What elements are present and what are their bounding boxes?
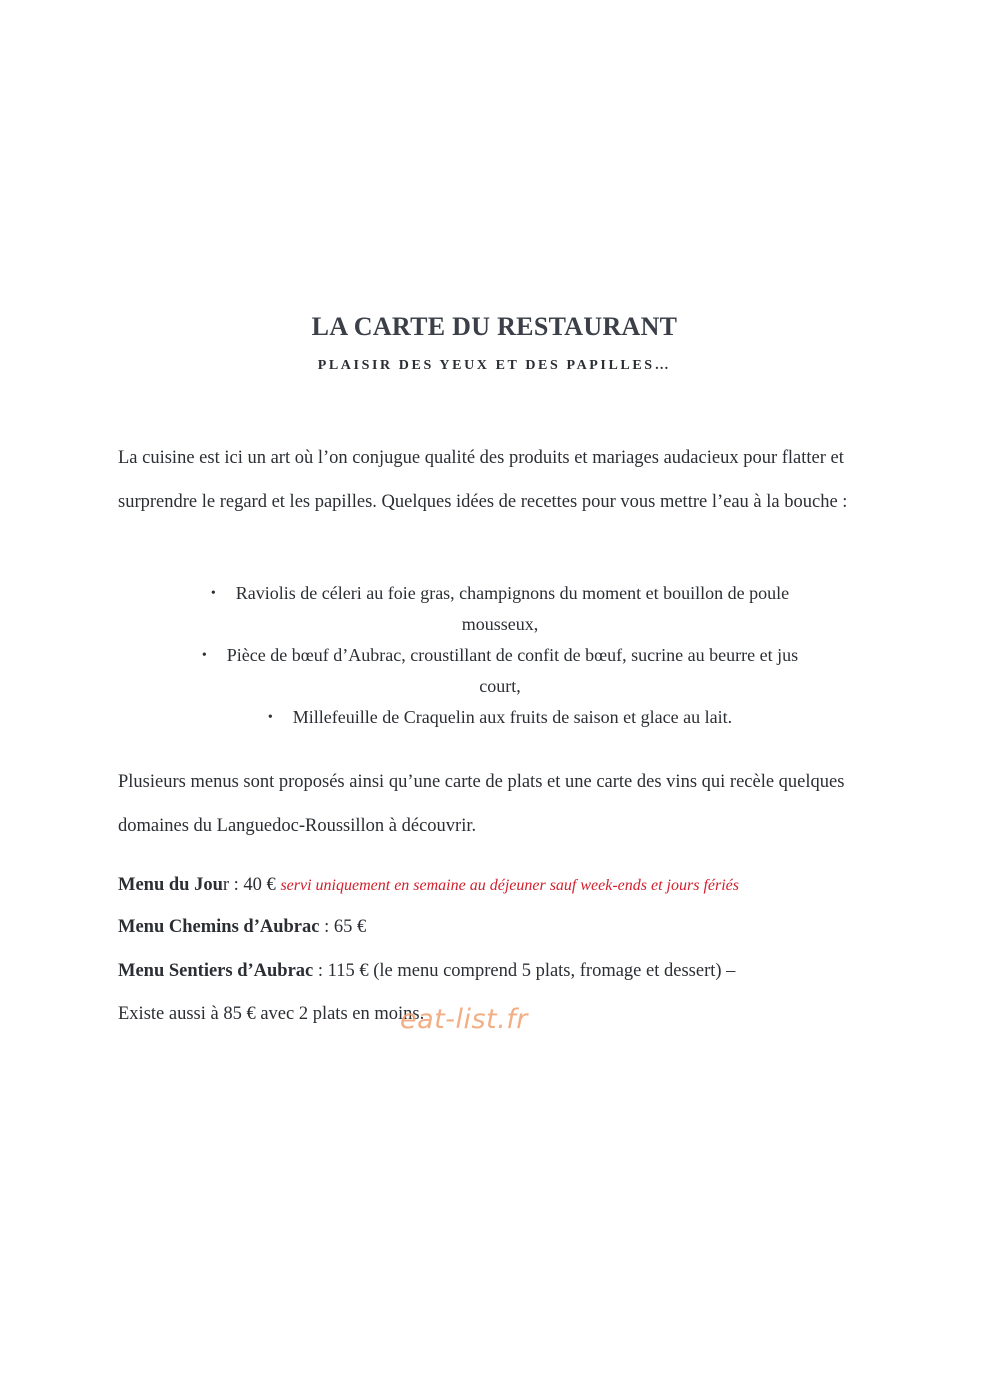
dish-text-continued: mousseux, (461, 614, 539, 634)
watermark-logo: eat-list.fr (400, 1004, 528, 1035)
dish-list (140, 578, 860, 733)
intro-paragraph: La cuisine est ici un art où l’on conjugue qualité des produits et mariages audacieux pour flatter et surprendre le regard et les papilles. Quelques idées de recettes pour vous mettre l’eau à la bouche : (118, 448, 848, 512)
menu-name: Menu Sentiers d’Aubrac (118, 961, 314, 981)
list-item (140, 702, 860, 733)
page-subtitle: PLAISIR DES YEUX ET DES PAPILLES… (317, 358, 672, 373)
list-item (140, 640, 860, 702)
dish-text-continued: court, (479, 676, 521, 696)
bullet-icon: • (201, 648, 207, 663)
page-title: LA CARTE DU RESTAURANT (311, 312, 678, 341)
menu-price: : 115 € (le menu comprend 5 plats, fromage et dessert) – (313, 961, 736, 981)
menu-sentiers-extra: Existe aussi à 85 € avec 2 plats en moins. (118, 1004, 425, 1024)
menu-name: Menu du Jou (118, 875, 223, 895)
menu-price: : 65 € (319, 917, 367, 937)
dish-text: Raviolis de céleri au foie gras, champignons du moment et bouillon de poule (235, 583, 790, 603)
dish-text: Pièce de bœuf d’Aubrac, croustillant de confit de bœuf, sucrine au beurre et jus (226, 645, 799, 665)
bullet-icon: • (267, 710, 273, 725)
menu-price: : 40 € (229, 875, 281, 895)
bullet-icon: • (210, 586, 216, 601)
dish-text: Millefeuille de Craquelin aux fruits de saison et glace au lait. (292, 707, 733, 727)
menu-name: Menu Chemins d’Aubrac (118, 917, 320, 937)
menu-sentiers (118, 957, 898, 985)
menu-chemins (118, 913, 898, 941)
menu-note: servi uniquement en semaine au déjeuner sauf week-ends et jours fériés (280, 877, 739, 894)
list-item (140, 578, 860, 640)
menu-name-suffix: r (222, 875, 230, 895)
menu-du-jour (118, 871, 898, 900)
menus-intro-paragraph: Plusieurs menus sont proposés ainsi qu’une carte de plats et une carte des vins qui recèle quelques domaines du Languedoc-Roussillon à découvrir. (118, 772, 845, 836)
